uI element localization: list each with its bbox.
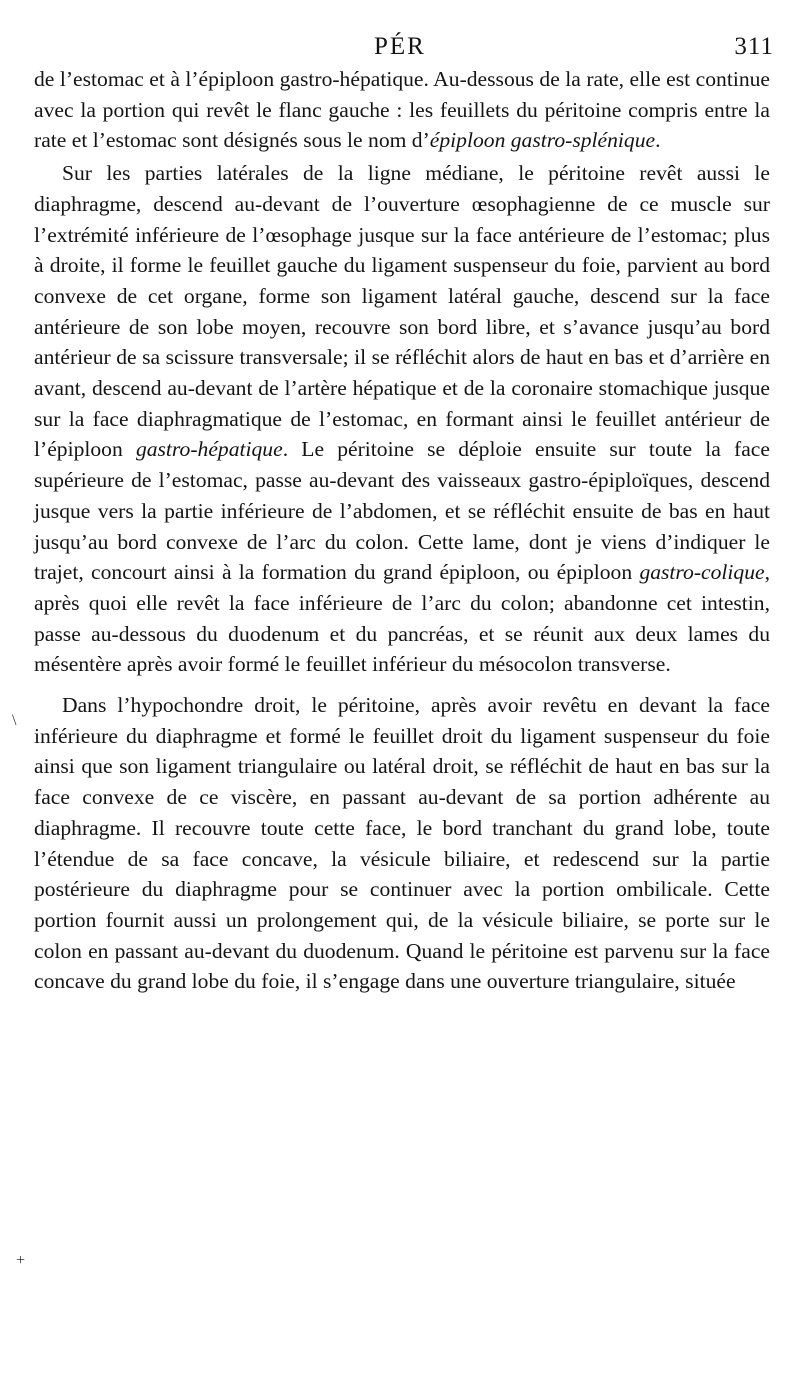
paragraph-2: [34, 158, 770, 680]
text-segment: Sur les parties latérales de la ligne médiane, le péritoine revêt aussi le diaphragme, descend au-devant de l’ouverture œsophagienne de ce muscle sur l’extrémité inférieure de l’œsophage jusque sur la face antérieure de l’estomac; plus à droite, il forme le feuillet gauche du ligament suspenseur du foie, parvient au bord convexe de cet organe, forme son ligament latéral gauche, descend sur la face antérieure de son lobe moyen, recouvre son bord libre, et s’avance jusqu’au bord antérieur de sa scissure transversale; il se réfléchit alors de haut en bas et d’arrière en avant, descend au-devant de l’artère hépatique et de la coronaire stomachique jusque sur la face diaphragmatique de l’estomac, en formant ainsi le feuillet antérieur de l’épiploon: [34, 161, 770, 462]
text-segment: Dans l’hypochondre droit, le péritoine, après avoir revêtu en devant la face inférieure du diaphragme et formé le feuillet droit du ligament suspenseur du foie ainsi que son ligament triangulaire ou latéral droit, se réfléchit de haut en bas sur la face convexe de ce viscère, en passant au-devant de sa portion adhérente au diaphragme. Il recouvre toute cette face, le bord tranchant du grand lobe, toute l’étendue de sa face concave, la vésicule biliaire, et redescend sur la partie postérieure du diaphragme pour se continuer avec la portion ombilicale. Cette portion fournit aussi un prolongement qui, de la vésicule biliaire, se porte sur le colon en passant au-devant du duodenum. Quand le péritoine est parvenu sur la face concave du grand lobe du foie, il s’engage dans une ouverture triangulaire, située: [34, 693, 770, 994]
header-title: PÉR: [374, 33, 426, 60]
margin-mark: \: [12, 712, 17, 729]
text-segment: . Le péritoine se déploie ensuite sur toute la face supérieure de l’estomac, passe au-devant des vaisseaux gastro-épiploïques, descend jusque vers la partie inférieure de l’abdomen, et se réfléchit ensuite de bas en haut jusqu’au bord convexe de l’arc du colon. Cette lame, dont je viens d’indiquer le trajet, concourt ainsi à la formation du grand épiploon, ou épiploon: [34, 437, 770, 585]
text-segment: .: [655, 128, 661, 153]
paragraph-1: [34, 64, 770, 156]
page-number: 311: [734, 33, 774, 60]
italic-term: gastro-hépatique: [135, 437, 283, 462]
text-segment: , après quoi elle revêt la face inférieure de l’arc du colon; abandonne cet intestin, passe au-dessous du duodenum et du pancréas, et se réunit aux deux lames du mésentère après avoir formé le feuillet inférieur du mésocolon transverse.: [34, 560, 770, 677]
italic-term: épiploon gastro-splénique: [429, 128, 656, 153]
italic-term: gastro-colique: [639, 560, 765, 585]
text-segment: de l’estomac et à l’épiploon gastro-hépatique. Au-dessous de la rate, elle est continue avec la portion qui revêt le flanc gauche : les feuillets du péritoine compris entre la rate et l’estomac sont désignés sous le nom d’: [34, 67, 770, 153]
margin-mark: +: [16, 1252, 26, 1269]
body-text: [34, 64, 770, 997]
running-header: [34, 30, 774, 66]
paragraph-3: [34, 690, 770, 997]
